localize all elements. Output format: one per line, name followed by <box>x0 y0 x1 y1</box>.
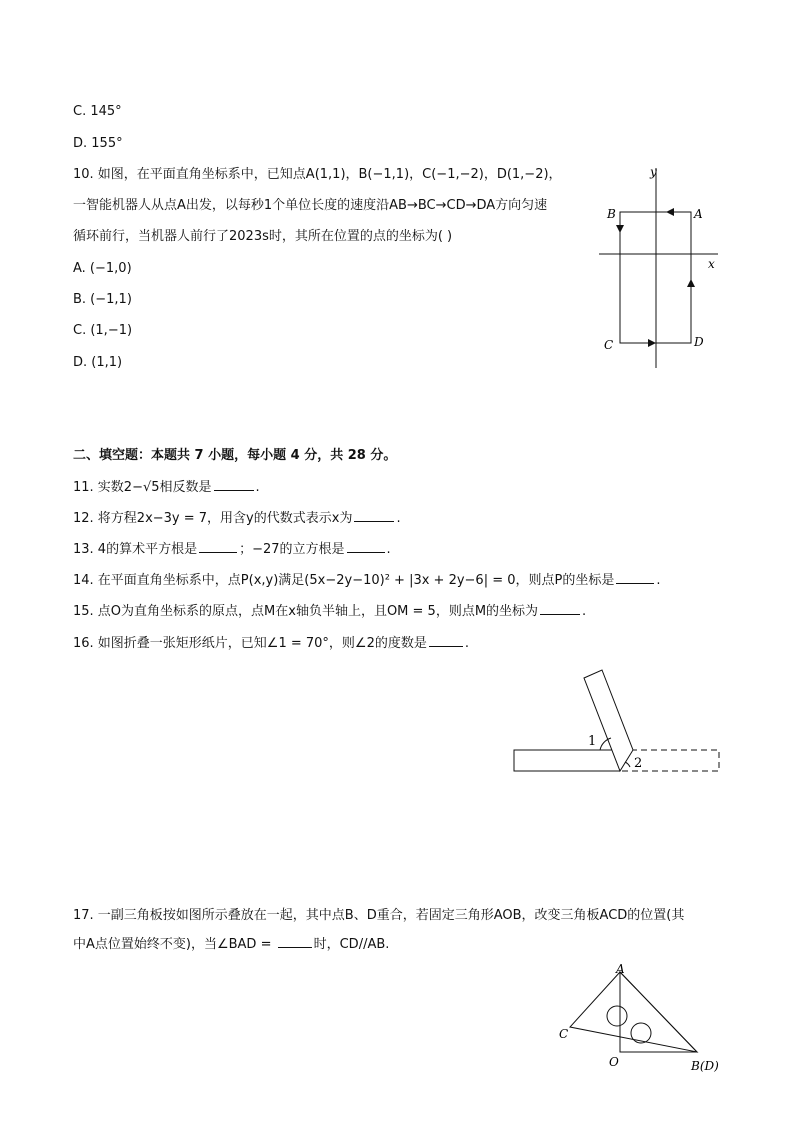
angle-2-arc <box>625 762 630 767</box>
angle-2-label: 2 <box>634 756 643 771</box>
answer-blank[interactable] <box>354 509 394 522</box>
answer-blank[interactable] <box>347 540 385 553</box>
set-square-hole <box>607 1006 627 1026</box>
point-a-label: A <box>616 962 625 976</box>
q10-option-b: B. (−1,1) <box>73 292 132 307</box>
q11: 11. 实数2−√5相反数是 . <box>73 480 260 495</box>
point-bd-label: B(D) <box>691 1059 719 1073</box>
q10-option-c: C. (1,−1) <box>73 323 133 338</box>
point-a-label: A <box>694 207 703 221</box>
answer-blank[interactable] <box>199 540 237 553</box>
q10-option-d: D. (1,1) <box>73 355 123 370</box>
q15: 15. 点O为直角坐标系的原点，点M在x轴负半轴上，且OM = 5，则点M的坐标为 . <box>73 604 587 619</box>
answer-blank[interactable] <box>540 602 580 615</box>
x-axis-label: x <box>708 257 715 271</box>
point-c-label: C <box>559 1027 569 1041</box>
section-2-heading: 二、填空题：本题共 7 小题，每小题 4 分，共 28 分。 <box>73 448 397 463</box>
answer-blank[interactable] <box>214 478 254 491</box>
q10-option-a: A. (−1,0) <box>73 261 132 276</box>
q10-stem-line1: 10. 如图，在平面直角坐标系中，已知点A(1,1)，B(−1,1)，C(−1,−2)，D(1,−2)， <box>73 167 562 182</box>
q17-figure <box>555 962 725 1074</box>
answer-blank[interactable] <box>429 634 463 647</box>
q16-figure <box>508 664 726 780</box>
answer-blank[interactable] <box>278 935 312 948</box>
q14: 14. 在平面直角坐标系中，点P(x,y)满足(5x−2y−10)² + |3x + 2y−6| = 0，则点P的坐标是 . <box>73 573 661 588</box>
point-b-label: B <box>607 207 616 221</box>
q9-option-c: C. 145° <box>73 104 122 119</box>
q16: 16. 如图折叠一张矩形纸片，已知∠1 = 70°，则∠2的度数是 . <box>73 636 469 651</box>
q10-stem-line2: 一智能机器人从点A出发，以每秒1个单位长度的速度沿AB→BC→CD→DA方向匀速 <box>73 198 548 213</box>
q13: 13. 4的算术平方根是 ；−27的立方根是 . <box>73 542 391 557</box>
y-axis-label: y <box>650 165 657 179</box>
q9-option-d: D. 155° <box>73 136 123 151</box>
point-d-label: D <box>694 335 704 349</box>
q10-stem-line3: 循环前行，当机器人前行了2023s时，其所在位置的点的坐标为( ) <box>73 229 453 244</box>
q17-stem-line2: 中A点位置始终不变)，当∠BAD = 时，CD//AB. <box>73 937 390 952</box>
q10-figure <box>595 162 725 374</box>
set-square-hole <box>631 1023 651 1043</box>
answer-blank[interactable] <box>616 571 654 584</box>
point-c-label: C <box>604 338 614 352</box>
folded-flap <box>584 670 633 771</box>
q17-stem-line1: 17. 一副三角板按如图所示叠放在一起，其中点B、D重合，若固定三角形AOB，改变三角板ACD的位置(其 <box>73 908 685 923</box>
point-o-label: O <box>609 1055 619 1069</box>
q12: 12. 将方程2x−3y = 7，用含y的代数式表示x为 . <box>73 511 401 526</box>
angle-1-label: 1 <box>588 734 597 749</box>
